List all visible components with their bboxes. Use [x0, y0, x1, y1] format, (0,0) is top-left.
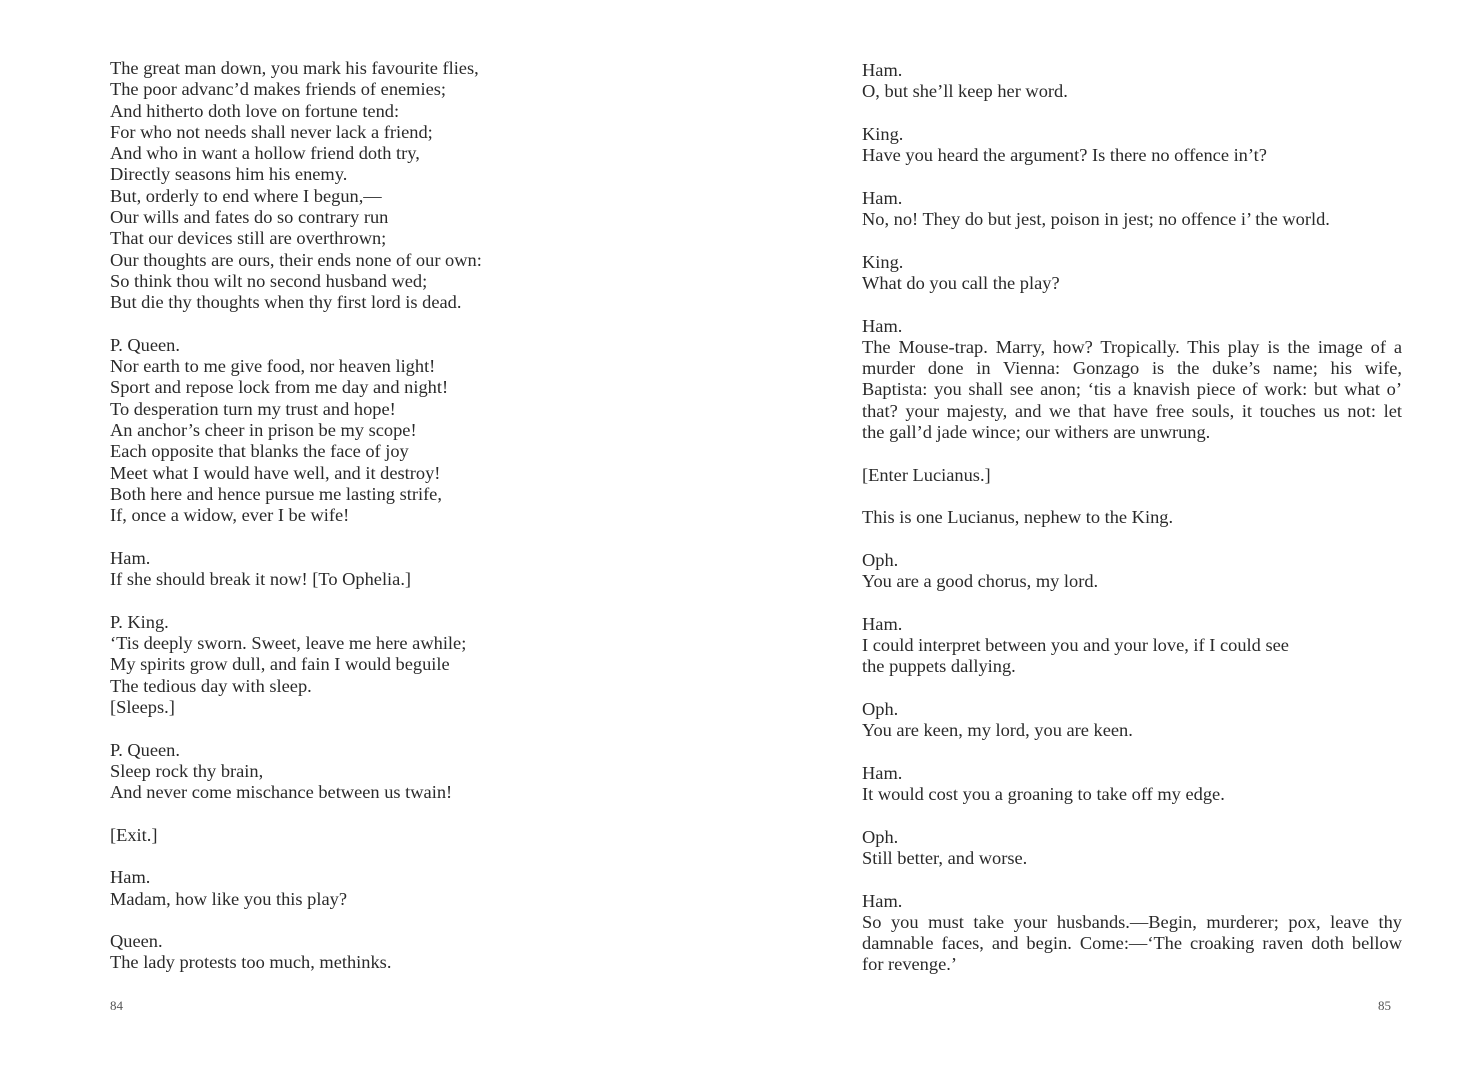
speech-line: Each opposite that blanks the face of joy: [110, 441, 409, 462]
speech-block: [862, 60, 1402, 103]
speaker-name: Ham.: [110, 867, 151, 888]
speaker-name: Ham.: [862, 762, 903, 783]
verse-line: Directly seasons him his enemy.: [110, 164, 348, 185]
stage-direction: [Exit.]: [110, 824, 158, 845]
speaker-name: Oph.: [862, 698, 899, 719]
speech-line: This is one Lucianus, nephew to the King.: [862, 507, 1174, 528]
speech-line: The Mouse-trap. Marry, how? Tropically. This play is the image of a: [862, 336, 1402, 357]
verse-line: But die thy thoughts when thy first lord is dead.: [110, 292, 462, 313]
speech-block: [110, 548, 530, 591]
right-page-text: [862, 60, 1402, 997]
speaker-name: Ham.: [862, 613, 903, 634]
speaker-name: P. Queen.: [110, 334, 180, 355]
speech-line: Still better, and worse.: [862, 847, 1028, 868]
verse-line: So think thou wilt no second husband wed;: [110, 270, 428, 291]
speech-line: You are a good chorus, my lord.: [862, 571, 1099, 592]
verse-line: Our thoughts are ours, their ends none of our own:: [110, 249, 482, 270]
speaker-name: Ham.: [862, 60, 903, 80]
speech-line: If she should break it now! [To Ophelia.]: [110, 569, 412, 590]
speech-block: [862, 891, 1402, 976]
verse-line: Our wills and fates do so contrary run: [110, 207, 389, 228]
speech-line: Sport and repose lock from me day and night!: [110, 377, 449, 398]
speech-line: Sleep rock thy brain,: [110, 760, 264, 781]
speech-line: My spirits grow dull, and fain I would beguile: [110, 654, 450, 675]
speech-line: Both here and hence pursue me lasting strife,: [110, 483, 442, 504]
speech-block: [862, 827, 1402, 870]
speech-block: [862, 316, 1402, 444]
speech-line: Baptista: you shall see anon; ‘tis a knavish piece of work: but what o’: [862, 379, 1402, 400]
speech-line: the gall’d jade wince; our withers are unwrung.: [862, 422, 1211, 443]
verse-line: And who in want a hollow friend doth try,: [110, 143, 420, 164]
speech-line: No, no! They do but jest, poison in jest; no offence i’ the world.: [862, 209, 1330, 230]
speaker-name: Oph.: [862, 826, 899, 847]
speech-line: The lady protests too much, methinks.: [110, 952, 392, 973]
speech-block: [862, 550, 1402, 593]
speaker-name: P. King.: [110, 611, 169, 632]
speech-line: damnable faces, and begin. Come:—‘The croaking raven doth bellow: [862, 933, 1402, 954]
speech-line: An anchor’s cheer in prison be my scope!: [110, 420, 417, 441]
verse-line: The great man down, you mark his favourite flies,: [110, 58, 479, 78]
speech-block: [862, 507, 1402, 528]
speech-line: Have you heard the argument? Is there no offence in’t?: [862, 145, 1267, 166]
speaker-name: King.: [862, 251, 904, 272]
stage-direction-block: [110, 825, 530, 846]
speaker-name: Ham.: [862, 890, 903, 911]
speech-block: [110, 931, 530, 974]
speech-block: [862, 763, 1402, 806]
verse-line: And hitherto doth love on fortune tend:: [110, 100, 400, 121]
speech-block: [110, 867, 530, 910]
speaker-name: King.: [862, 123, 904, 144]
speech-line: I could interpret between you and your love, if I could see: [862, 635, 1289, 656]
speech-line: And never come mischance between us twain!: [110, 782, 453, 803]
right-page: [732, 0, 1464, 1080]
verse-stanza: [110, 58, 530, 314]
speech-line: O, but she’ll keep her word.: [862, 81, 1068, 102]
verse-line: That our devices still are overthrown;: [110, 228, 387, 249]
speaker-name: Ham.: [862, 187, 903, 208]
verse-line: For who not needs shall never lack a friend;: [110, 121, 433, 142]
speech-block: [110, 740, 530, 804]
speaker-name: Oph.: [862, 549, 899, 570]
speech-line: The tedious day with sleep.: [110, 675, 312, 696]
stage-direction: [Enter Lucianus.]: [862, 464, 991, 485]
verse-line: The poor advanc’d makes friends of enemies;: [110, 79, 447, 100]
speech-line: What do you call the play?: [862, 272, 1060, 293]
speaker-name: Ham.: [862, 315, 903, 336]
speech-line: Meet what I would have well, and it destroy!: [110, 462, 441, 483]
page-number: 85: [1378, 998, 1391, 1013]
speech-line: ‘Tis deeply sworn. Sweet, leave me here awhile;: [110, 633, 467, 654]
speech-block: [862, 614, 1402, 678]
stage-direction-block: [862, 465, 1402, 486]
speech-line: Nor earth to me give food, nor heaven light!: [110, 356, 436, 377]
verse-line: But, orderly to end where I begun,—: [110, 185, 382, 206]
speech-line: that? your majesty, and we that have free souls, it touches us not: let: [862, 400, 1402, 421]
speech-block: [862, 252, 1402, 295]
speaker-name: Ham.: [110, 547, 151, 568]
speech-line: the puppets dallying.: [862, 656, 1016, 677]
speech-block: [110, 612, 530, 718]
speech-line: So you must take your husbands.—Begin, murderer; pox, leave thy: [862, 911, 1402, 932]
speech-block: [862, 124, 1402, 167]
page-number: 84: [110, 998, 123, 1013]
speech-line: Madam, how like you this play?: [110, 888, 347, 909]
speech-line: To desperation turn my trust and hope!: [110, 398, 396, 419]
speech-line: You are keen, my lord, you are keen.: [862, 720, 1133, 741]
speaker-name: Queen.: [110, 931, 163, 952]
stage-direction: [Sleeps.]: [110, 696, 175, 717]
speech-line: murder done in Vienna: Gonzago is the duke’s name; his wife,: [862, 358, 1402, 379]
speech-block: [862, 699, 1402, 742]
left-page-text: [110, 58, 530, 995]
speech-line: It would cost you a groaning to take off my edge.: [862, 784, 1225, 805]
speech-block: [862, 188, 1402, 231]
speech-block: [110, 335, 530, 527]
speaker-name: P. Queen.: [110, 739, 180, 760]
speech-line: for revenge.’: [862, 954, 957, 975]
speech-line: If, once a widow, ever I be wife!: [110, 505, 350, 526]
